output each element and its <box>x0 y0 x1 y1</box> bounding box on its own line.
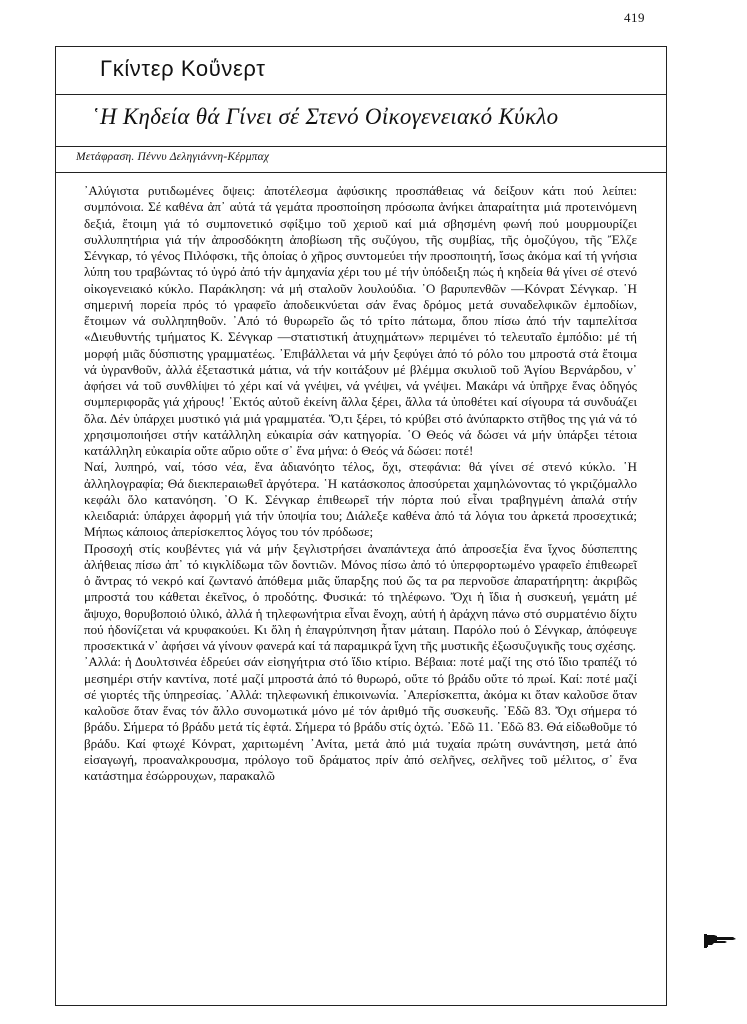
paragraph-3: Προσοχή στίς κουβέντες γιά νά μήν ξεγλιστρήσει ἀναπάντεχα ἀπό ἀπροσεξία ἕνα ἴχνος δύσπεπτης ἀλήθειας πίσω ἀπ᾿ τό κιγκλίδωμα τῶν δοντιῶν. Μόνος πίσω ἀπό τό ὑπερφορτωμένο γραφεῖο ἐπιθεωρεῖ ὁ ἄντρας τό νεκρό καί ζωντανό ἀπόθεμα μιᾶς ὕπαρξης πού ὥς τα ρα περνοῦσε ἀπαρατήρητη: ἀκριβῶς μπροστά του κάθεται ἐκεῖνος, ὁ προδότης. Φυσικά: τό τηλέφωνο. Ὄχι ἡ ἴδια ἡ συσκευή, γεμάτη μέ ἄψυχο, θορυβοποιό ὑλικό, ἀλλά ἡ τηλεφωνήτρια εἶναι ἔνοχη, αὐτή ἡ ἀράχνη πάνω στό συρματένιο δίχτυ πού ἡδονίζεται νά κρυφακούει. Κι ὅλη ἡ ἐπαγρύπνηση ἦταν μάταιη. Παρόλο πού ὁ Σένγκαρ, ἀπόφευγε προσεκτικά ν᾿ ἀφήσει νά γίνουν φανερά καί τά παραμικρά ἴχνη τῆς μυστικῆς ἐξωσυζυγικῆς τους σχέσης. <box>84 540 637 653</box>
author-header <box>56 47 666 95</box>
article-body <box>84 183 637 784</box>
author-name: Γκίντερ Κοΰνερτ <box>100 56 266 81</box>
page-number: 419 <box>624 10 645 25</box>
pointing-hand-icon <box>703 932 739 950</box>
paragraph-4: ᾿Αλλά: ἡ Δουλτσινέα ἑδρεύει σάν εἰσηγήτρια στό ἴδιο κτίριο. Βέβαια: ποτέ μαζί της στό ἴδιο τραπέζι τό μεσημέρι στήν καντίνα, ποτέ μαζί μπροστά ἀπό τό θυρωρό, οὔτε τό βράδυ οὔτε τό πρωί. Καί: ποτέ μαζί σέ γιορτές τῆς ὑπηρεσίας. ᾿Αλλά: τηλεφωνική ἐπικοινωνία. ᾿Απερίσκεπτα, ἀκόμα κι ὅταν καλοῦσε ὅταν καλοῦσε ὅταν ἕνας τόν ἄλλο συνομωτικά μόνο μέ τόν ἀριθμό τῆς συσκευῆς. ᾿Εδῶ 83. Ὄχι σήμερα τό βράδυ. Σήμερα τό βράδυ μετά τίς ἑφτά. Σήμερα τό βράδυ στίς ὀχτώ. ᾿Εδῶ 11. ᾿Εδῶ 83. Θά εἰδωθοῦμε τό βράδυ. Καί φτωχέ Κόνρατ, χαριτωμένη ᾿Ανίτα, μετά ἀπό μιά τυχαία πρώτη συνάντηση, μετά ἀπό εἰσαγωγή, προαναλκρουσμα, πρόλογο τοῦ δράματος πρίν ἀπό σελῆνες, σελῆνες τοῦ μέλιτος, σ᾿ ἕνα κατάστημα ἐσώρρουχων, παρακαλῶ <box>84 654 637 783</box>
article-frame <box>55 46 667 1006</box>
paragraph-1: ᾿Αλύγιστα ρυτιδωμένες ὄψεις: ἀποτέλεσμα ἀφύσικης προσπάθειας νά δείξουν κάτι πού λείπει: συμπόνοια. Σέ καθένα ἀπ᾿ αὐτά τά γεμάτα προσποίηση πρόσωπα ἀνήκει ἀπαραίτητα μιά προτεινόμενη δεξιά, ἕτοιμη γιά τό συμπονετικό σφίξιμο τοῦ χεριοῦ καί μιά σβησμένη φωνή πού μουρμουρίζει συλλυπητήρια γιά τήν ἀπροσδόκητη ἀποβίωση τῆς συζύγου, τῆς συμβίας, τῆς ὁμοζύγου, τῆς Ἔλζε Σένγκαρ, τό γένος Πιλόφσκι, τῆς ὁποίας ὁ χῆρος συντομεύει τήν προσποιητή, ἴσως ἀκόμα καί τή γνήσια λύπη του τραβώντας τό ὑγρό ἀπό τήν ἀμηχανία χέρι του μέ τήν ὑπόδειξη πώς ἡ κηδεία θά γίνει σέ στενό οἰκογενειακό κύκλο. Παράκληση: νά μή σταλοῦν λουλούδια. ᾿Ο βαρυπενθῶν —Κόνρατ Σένγκαρ. ῾Η σημερινή πορεία πρός τό γραφεῖο ἀποδεικνύεται σάν ἕνας δρόμος μετά συναδελφικῶν ἐμποδίων, ἕτοιμων νά συλληπηθοῦν. ᾿Από τό θυρωρεῖο ὥς τό τρίτο πάτωμα, ὅπου πίσω ἀπό τήν ταμπελίτσα «Διευθυντής τμήματος Κ. Σένγκαρ —στατιστική ἀτυχημάτων» περιμένει τό τελευταῖο ἐμπόδιο: μέ τή μορφή μιᾶς δύσπιστης γραμματέως. ᾿Επιβάλλεται νά μήν ξεφύγει ἀπό τό ρόλο του μπροστά στά ἕτοιμα νά ὑγρανθοῦν, ἀλλά ἐξεταστικά μάτια, νά τήν κοιτάξουν μέ βλέμμα σκυλιοῦ τοῦ Ἁγίου Βερνάρδου, ν᾿ ἀφήσει νά τοῦ συνθλίψει τό χέρι καί νά γνέψει, νά γνέψει, νά γνέψει. Μακάρι νά ὑπῆρχε ἕνας ὁδηγός συμπεριφορᾶς γιά χήρους! ᾿Εκτός αὐτοῦ ἐκείνη ἄλλα ξέρει, ἄλλα τά ὑποθέτει καί σίγουρα τά συνδυάζει ὅλα. Δέν ὑπάρχει μυστικό γιά μιά γραμματέα. Ὅ,τι ξέρει, τό κρύβει στό ἀνύπαρκτο στῆθος της γιά νά τό χρησιμοποιήσει στήν κατάλληλη εὐκαιρία σάν κατηγορία. ῾Ο Θεός νά δώσει νά μήν ὑπάρξει τέτοια κατάλληλη εὐκαιρία οὔτε αὔριο οὔτε σ᾿ ἕνα μήνα: ὁ Θεός νά δώσει: ποτέ! <box>84 183 637 458</box>
paragraph-2: Ναί, λυπηρό, ναί, τόσο νέα, ἕνα ἀδιανόητο τέλος, ὄχι, στεφάνια: θά γίνει σέ στενό κύκλο. ῾Η ἀλληλογραφία; Θά διεκπεραιωθεῖ ἀργότερα. ῾Η κατάσκοπος ἀποσύρεται χαμηλώνοντας τό γκριζόμαλλο κεφάλι ὅλο κατανόηση. ᾿Ο Κ. Σένγκαρ ἐπιθεωρεῖ τήν πόρτα πού εἶναι τραβηγμένη ἀπαλά στήν κλειδαριά: ὑπάρχει ἀφορμή γιά τήν ὑποψία του; Διάλεξε καθένα ἀπό τά λόγια του ἀρκετά προσεχτικά; Μήπως κάποιος ἀπερίσκεπτος λόγος του τόν πρόδωσε; <box>84 459 637 540</box>
pointing-hand-icon-svg <box>703 932 739 950</box>
title-header <box>56 94 666 147</box>
article-title: ῾Η Κηδεία θά Γίνει σέ Στενό Οἰκογενειακό Κύκλο <box>92 104 559 129</box>
translator-credit: Μετάφραση. Πέννυ Δεληγιάννη-Κέρμπαχ <box>76 151 270 163</box>
translator-header <box>56 146 666 173</box>
